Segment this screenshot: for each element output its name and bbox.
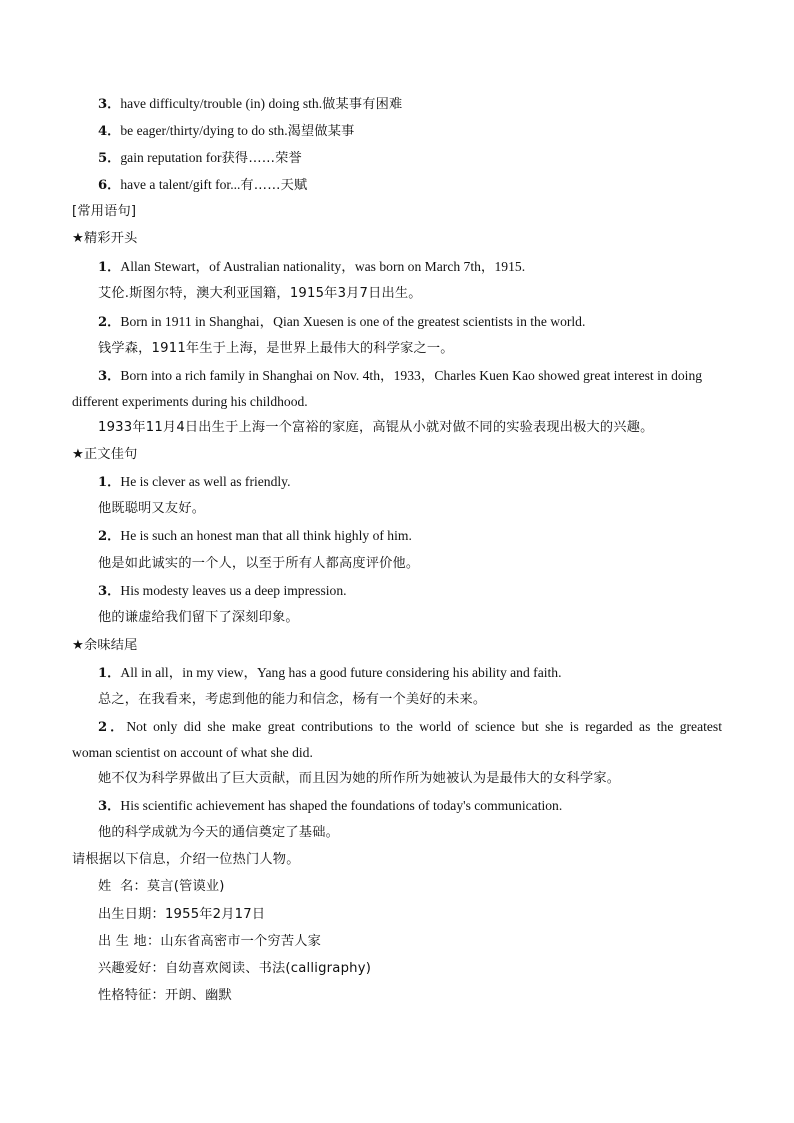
sentence-en: Allan Stewart，of Australian nationality，was born on March 7th，1915. <box>120 259 526 274</box>
body-item-cn: 他的谦虚给我们留下了深刻印象。 <box>98 610 299 625</box>
phrase-en: be eager/thirty/dying to do sth. <box>120 123 288 138</box>
item-number: 2． <box>98 529 121 544</box>
phrase-cn: 渴望做某事 <box>287 124 355 139</box>
item-number: 4． <box>98 124 121 139</box>
sentence-en: His modesty leaves us a deep impression. <box>120 583 347 598</box>
item-number: 1． <box>98 666 121 681</box>
phrase-cn: 有……天赋 <box>240 178 308 193</box>
section-heading-common: [常用语句] <box>72 204 137 219</box>
ending-item-en <box>0 796 794 817</box>
phrase-item <box>0 148 794 169</box>
sentence-en: His scientific achievement has shaped the foundations of today's communication. <box>120 798 563 813</box>
opening-item-en <box>0 312 794 333</box>
phrase-cn: 做某事有困难 <box>322 97 403 112</box>
opening-item-cn: 1933年11月4日出生于上海一个富裕的家庭，高锟从小就对做不同的实验表现出极大的兴趣。 <box>98 420 654 435</box>
item-number: 3． <box>98 584 121 599</box>
field-label: 兴趣爱好： <box>98 961 165 976</box>
section-heading-body: ★正文佳句 <box>72 447 138 462</box>
item-number: 2． <box>98 315 121 330</box>
phrase-cn: 获得……荣誉 <box>221 151 302 166</box>
item-number: 3． <box>98 799 121 814</box>
ending-item-cn: 她不仅为科学界做出了巨大贡献，而且因为她的所作所为她被认为是最伟大的女科学家。 <box>98 771 621 786</box>
field-value: 开朗、幽默 <box>164 988 232 1003</box>
opening-item-cn: 钱学森，1911年生于上海，是世界上最伟大的科学家之一。 <box>98 341 454 356</box>
section-heading-opening: ★精彩开头 <box>72 231 138 246</box>
field-label: 姓 名： <box>98 879 147 894</box>
body-item-cn: 他既聪明又友好。 <box>98 501 206 516</box>
opening-item-cn: 艾伦.斯图尔特，澳大利亚国籍，1915年3月7日出生。 <box>98 286 422 301</box>
field-value: 莫言(管谟业) <box>146 879 225 894</box>
opening-item-en <box>0 257 794 278</box>
sentence-en: Born into a rich family in Shanghai on Nov. 4th，1933，Charles Kuen Kao showed great interest in doing <box>120 368 703 383</box>
task-field-birthdate <box>0 905 794 925</box>
task-field-hobbies <box>0 959 794 979</box>
sentence-en: He is clever as well as friendly. <box>120 474 291 489</box>
sentence-en: Born in 1911 in Shanghai，Qian Xuesen is one of the greatest scientists in the world. <box>120 314 586 329</box>
item-number: 3． <box>98 97 121 112</box>
opening-item-en <box>0 366 794 387</box>
item-number: 2． <box>98 720 127 735</box>
field-label: 出 生 地： <box>98 934 161 949</box>
task-field-name <box>0 877 794 897</box>
ending-item-cn: 总之，在我看来，考虑到他的能力和信念，杨有一个美好的未来。 <box>98 692 487 707</box>
body-item-en <box>0 526 794 547</box>
opening-item-en-cont: different experiments during his childhood. <box>72 394 308 409</box>
item-number: 1． <box>98 260 121 275</box>
field-label: 出生日期： <box>98 907 165 922</box>
body-item-en <box>0 581 794 602</box>
ending-item-en <box>72 717 722 738</box>
sentence-en: All in all，in my view，Yang has a good future considering his ability and faith. <box>120 665 562 680</box>
ending-item-cn: 他的科学成就为今天的通信奠定了基础。 <box>98 825 339 840</box>
phrase-en: have difficulty/trouble (in) doing sth. <box>120 96 323 111</box>
item-number: 6． <box>98 178 121 193</box>
sentence-en: He is such an honest man that all think highly of him. <box>120 528 412 543</box>
field-value: 山东省高密市一个穷苦人家 <box>160 934 321 949</box>
ending-item-en <box>0 663 794 684</box>
field-value: 自幼喜欢阅读、书法(calligraphy) <box>164 961 372 976</box>
item-number: 3． <box>98 369 121 384</box>
body-item-cn: 他是如此诚实的一个人，以至于所有人都高度评价他。 <box>98 556 420 571</box>
phrase-item <box>0 121 794 142</box>
body-item-en <box>0 472 794 493</box>
phrase-en: gain reputation for <box>120 150 222 165</box>
task-prompt: 请根据以下信息，介绍一位热门人物。 <box>72 852 300 867</box>
phrase-item <box>0 175 794 196</box>
phrase-en: have a talent/gift for... <box>120 177 241 192</box>
task-field-birthplace <box>0 932 794 952</box>
sentence-en: Not only did she make great contributions to the world of science but she is regarded as the greatest <box>126 719 722 734</box>
field-value: 1955年2月17日 <box>164 907 266 922</box>
section-heading-ending: ★余味结尾 <box>72 638 138 653</box>
item-number: 5． <box>98 151 121 166</box>
task-field-personality <box>0 986 794 1006</box>
item-number: 1． <box>98 475 121 490</box>
field-label: 性格特征： <box>98 988 165 1003</box>
phrase-item <box>0 94 794 115</box>
ending-item-en-cont: woman scientist on account of what she did. <box>72 745 313 760</box>
